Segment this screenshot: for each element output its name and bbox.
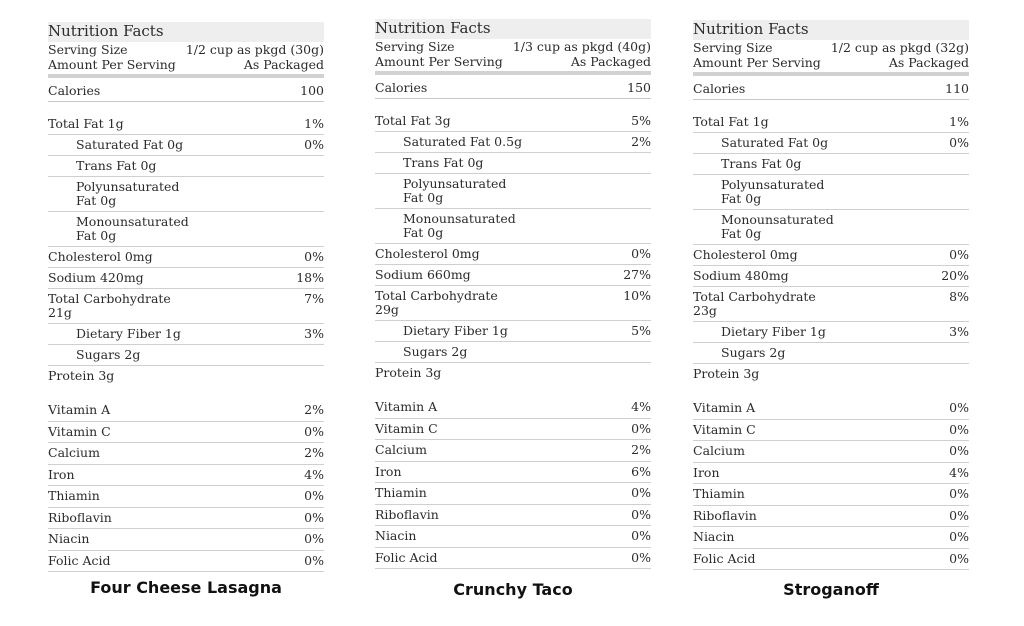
serving-size-label: Serving Size [693,40,773,55]
nutrient-row [48,366,324,386]
vitamin-row [375,397,651,419]
nutrient-label: Saturated Fat 0g [76,137,184,152]
nutrient-row [375,363,651,383]
nutrient-label: Total Carbohydrate 29g [375,288,498,317]
nutrient-daily-value: 1% [304,116,324,131]
vitamin-label: Thiamin [375,485,427,500]
divider [375,71,651,75]
nutrient-row [693,133,969,154]
vitamin-label: Folic Acid [693,550,756,566]
nutrient-label: Monounsaturated Fat 0g [721,212,834,241]
product-name: Four Cheese Lasagna [90,578,282,597]
vitamin-label: Vitamin A [375,399,438,414]
panel-title: Nutrition Facts [375,19,651,39]
vitamin-label: Iron [693,464,720,480]
nutrient-label: Polyunsaturated Fat 0g [721,177,825,206]
vitamin-daily-value: 0% [631,528,651,543]
nutrient-row [375,265,651,286]
nutrient-daily-value: 7% [304,291,324,306]
vitamin-row [48,486,324,508]
vitamin-daily-value: 4% [949,464,969,480]
nutrient-row [693,322,969,343]
nutrient-daily-value: 27% [623,267,651,282]
nutrient-row [48,135,324,156]
vitamin-label: Calcium [375,442,427,457]
nutrient-label: Total Carbohydrate 23g [693,289,816,318]
serving-size-row [375,39,651,54]
vitamin-label: Thiamin [693,486,745,501]
vitamin-row [48,422,324,444]
vitamin-row [693,441,969,463]
vitamin-label: Riboflavin [48,509,112,525]
calories-value: 110 [945,81,969,96]
nutrient-daily-value: 5% [631,113,651,128]
amount-per-serving-row [693,55,969,70]
nutrient-label: Dietary Fiber 1g [721,324,826,339]
nutrient-row [48,156,324,177]
nutrient-row [48,247,324,268]
vitamin-daily-value: 0% [304,552,324,568]
vitamin-label: Riboflavin [375,506,439,522]
nutrient-row [693,154,969,175]
nutrient-label: Trans Fat 0g [76,158,157,173]
serving-size-row [693,40,969,55]
vitamin-label: Vitamin C [375,420,438,436]
nutrient-row [693,343,969,364]
nutrient-daily-value: 1% [949,114,969,129]
vitamin-label: Niacin [693,529,735,544]
nutrient-label: Monounsaturated Fat 0g [403,211,516,240]
vitamin-label: Vitamin A [693,400,756,415]
nutrient-row [375,286,651,321]
vitamin-daily-value: 6% [631,463,651,479]
vitamin-label: Niacin [48,531,90,546]
nutrient-row [48,324,324,345]
spacer [48,386,324,400]
nutrient-label: Total Fat 3g [375,113,451,128]
nutrient-daily-value: 3% [949,324,969,339]
nutrient-label: Saturated Fat 0g [721,135,829,150]
divider [693,72,969,76]
nutrient-label: Dietary Fiber 1g [403,323,508,338]
nutrient-daily-value: 0% [304,137,324,152]
panel-title: Nutrition Facts [693,20,969,40]
vitamin-label: Iron [375,463,402,479]
nutrient-row [48,345,324,366]
vitamin-label: Calcium [693,443,745,458]
vitamin-daily-value: 0% [631,506,651,522]
vitamin-label: Iron [48,466,75,482]
vitamin-label: Vitamin C [693,421,756,437]
vitamin-daily-value: 2% [304,402,324,417]
vitamin-daily-value: 0% [631,549,651,565]
vitamin-row [375,505,651,527]
nutrient-label: Sugars 2g [721,345,786,360]
vitamin-label: Vitamin C [48,423,111,439]
nutrient-label: Cholesterol 0mg [48,249,153,264]
serving-size-value: 1/2 cup as pkgd (32g) [830,40,969,55]
nutrition-facts-panel [375,19,651,569]
nutrient-daily-value: 0% [304,249,324,264]
spacer [48,102,324,114]
serving-size-label: Serving Size [48,42,128,57]
amount-per-serving-row [48,57,324,72]
nutrient-label: Dietary Fiber 1g [76,326,181,341]
nutrient-row [48,212,324,247]
nutrient-daily-value: 20% [941,268,969,283]
nutrient-row [48,268,324,289]
nutrient-row [375,321,651,342]
nutrient-row [375,174,651,209]
vitamin-list [48,400,324,572]
vitamin-label: Folic Acid [48,552,111,568]
vitamin-row [375,462,651,484]
serving-size-value: 1/3 cup as pkgd (40g) [512,39,651,54]
spacer [693,100,969,112]
calories-row [375,78,651,99]
vitamin-label: Thiamin [48,488,100,503]
nutrient-list [48,114,324,386]
nutrient-label: Trans Fat 0g [403,155,484,170]
vitamin-label: Vitamin A [48,402,111,417]
vitamin-label: Riboflavin [693,507,757,523]
nutrient-label: Sugars 2g [403,344,468,359]
vitamin-label: Calcium [48,445,100,460]
vitamin-row [48,551,324,573]
nutrient-label: Sodium 660mg [375,267,471,282]
vitamin-row [693,463,969,485]
nutrient-label: Sodium 480mg [693,268,789,283]
nutrient-row [48,177,324,212]
vitamin-row [375,440,651,462]
vitamin-row [693,549,969,571]
vitamin-daily-value: 0% [949,507,969,523]
amount-value: As Packaged [243,57,324,72]
spacer [375,99,651,111]
vitamin-row [375,483,651,505]
nutrient-row [693,245,969,266]
nutrient-daily-value: 2% [631,134,651,149]
nutrient-row [693,287,969,322]
vitamin-row [693,506,969,528]
spacer [375,383,651,397]
vitamin-daily-value: 0% [949,529,969,544]
nutrient-label: Sodium 420mg [48,270,144,285]
nutrient-row [693,364,969,384]
vitamin-row [693,398,969,420]
vitamin-label: Niacin [375,528,417,543]
serving-size-label: Serving Size [375,39,455,54]
vitamin-daily-value: 0% [304,423,324,439]
nutrient-row [693,175,969,210]
vitamin-row [693,420,969,442]
nutrient-daily-value: 10% [623,288,651,303]
vitamin-daily-value: 4% [631,399,651,414]
nutrient-daily-value: 5% [631,323,651,338]
nutrient-row [375,111,651,132]
calories-row [693,79,969,100]
nutrient-daily-value: 8% [949,289,969,304]
product-name: Crunchy Taco [453,580,573,599]
nutrient-label: Polyunsaturated Fat 0g [76,179,180,208]
nutrient-label: Protein 3g [48,368,115,383]
amount-per-serving-row [375,54,651,69]
vitamin-row [48,508,324,530]
vitamin-daily-value: 0% [631,420,651,436]
amount-label: Amount Per Serving [693,55,821,70]
nutrient-label: Monounsaturated Fat 0g [76,214,189,243]
amount-label: Amount Per Serving [48,57,176,72]
nutrient-row [48,289,324,324]
nutrient-label: Total Fat 1g [48,116,124,131]
vitamin-daily-value: 0% [949,550,969,566]
vitamin-row [48,400,324,422]
amount-label: Amount Per Serving [375,54,503,69]
nutrient-row [693,210,969,245]
vitamin-list [375,397,651,569]
vitamin-label: Folic Acid [375,549,438,565]
nutrient-row [693,112,969,133]
nutrient-daily-value: 3% [304,326,324,341]
vitamin-row [375,526,651,548]
vitamin-row [48,529,324,551]
vitamin-daily-value: 0% [949,400,969,415]
nutrient-row [375,209,651,244]
vitamin-list [693,398,969,570]
vitamin-daily-value: 2% [631,442,651,457]
nutrition-facts-panel [48,22,324,572]
nutrient-list [375,111,651,383]
nutrient-label: Polyunsaturated Fat 0g [403,176,507,205]
vitamin-daily-value: 0% [304,531,324,546]
calories-label: Calories [48,83,101,98]
nutrient-list [693,112,969,384]
spacer [693,384,969,398]
vitamin-daily-value: 0% [304,509,324,525]
vitamin-row [375,548,651,570]
nutrient-label: Sugars 2g [76,347,141,362]
product-name: Stroganoff [783,580,879,599]
nutrient-row [375,342,651,363]
vitamin-daily-value: 0% [949,486,969,501]
vitamin-daily-value: 0% [949,421,969,437]
nutrient-row [48,114,324,135]
nutrient-label: Saturated Fat 0.5g [403,134,523,149]
calories-row [48,81,324,102]
nutrient-label: Trans Fat 0g [721,156,802,171]
panel-title: Nutrition Facts [48,22,324,42]
nutrient-label: Protein 3g [375,365,442,380]
vitamin-daily-value: 0% [949,443,969,458]
nutrient-label: Cholesterol 0mg [375,246,480,261]
nutrient-label: Total Carbohydrate 21g [48,291,171,320]
serving-size-value: 1/2 cup as pkgd (30g) [185,42,324,57]
vitamin-row [48,443,324,465]
calories-value: 100 [300,83,324,98]
nutrient-daily-value: 0% [631,246,651,261]
vitamin-row [693,484,969,506]
nutrient-label: Protein 3g [693,366,760,381]
vitamin-row [375,419,651,441]
nutrient-label: Total Fat 1g [693,114,769,129]
vitamin-daily-value: 0% [631,485,651,500]
divider [48,74,324,78]
vitamin-row [48,465,324,487]
amount-value: As Packaged [888,55,969,70]
nutrient-label: Cholesterol 0mg [693,247,798,262]
serving-size-row [48,42,324,57]
nutrition-facts-panel [693,20,969,570]
nutrient-row [375,153,651,174]
nutrient-daily-value: 0% [949,135,969,150]
nutrient-row [375,132,651,153]
vitamin-daily-value: 4% [304,466,324,482]
amount-value: As Packaged [570,54,651,69]
calories-label: Calories [375,80,428,95]
calories-value: 150 [627,80,651,95]
vitamin-row [693,527,969,549]
nutrient-row [693,266,969,287]
nutrient-row [375,244,651,265]
calories-label: Calories [693,81,746,96]
nutrient-daily-value: 18% [296,270,324,285]
nutrient-daily-value: 0% [949,247,969,262]
vitamin-daily-value: 2% [304,445,324,460]
vitamin-daily-value: 0% [304,488,324,503]
